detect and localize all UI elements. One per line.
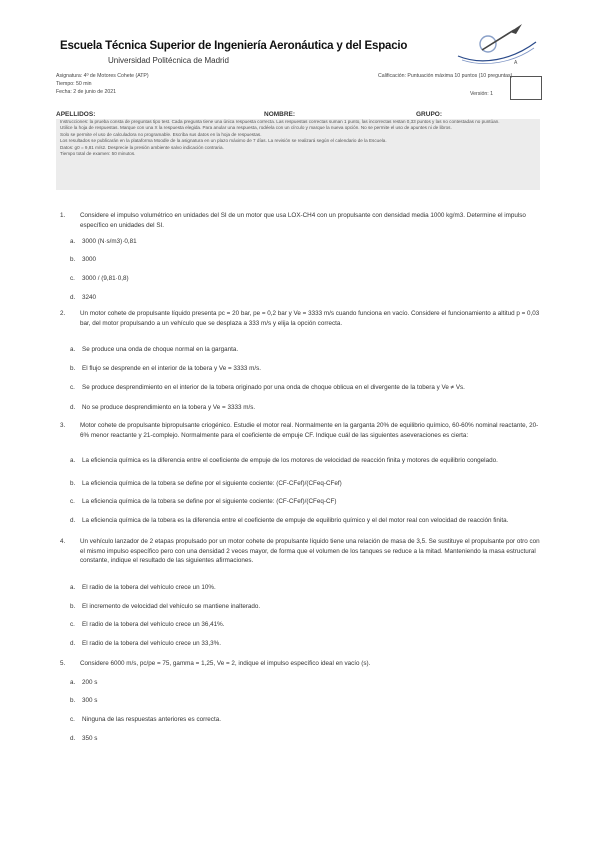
option-text: La eficiencia química de la tobera es la diferencia entre el coeficiente de empuje de equilibrio químico y el del motor real con velocidad de reacción finita.: [82, 517, 509, 524]
instruction-line: Los resultados se publicarán en la plataforma Moodle de la asignatura en un plazo máximo de 7 días. La revisión se realizará según el calendario de la Escuela.: [60, 138, 387, 144]
option-letter: a.: [70, 346, 76, 353]
question-number: 2.: [60, 310, 66, 317]
question-text: Un motor cohete de propulsante líquido presenta pc = 20 bar, pe = 0,2 bar y Ve = 3333 m/s cuando funciona en vacío. Considere el funcionamiento a altitud p = 0,03 bar, del motor propulsando a un vehículo que se desplaza a 333 m/s y elija la opción correcta.: [80, 310, 540, 327]
option-text: Ninguna de las respuestas anteriores es correcta.: [82, 716, 221, 723]
question-text: Considere 6000 m/s, pc/pe = 75, gamma = 1,25, Ve = 2, indique el impulso específico ideal en vacío (s).: [80, 660, 371, 667]
question-number: 5.: [60, 660, 66, 667]
option-letter: d.: [70, 294, 76, 301]
instruction-line: Solo se permite el uso de calculadora no programable. Escriba sus datos en la hoja de respuestas.: [60, 131, 262, 137]
option-letter: a.: [70, 679, 76, 686]
option-letter: b.: [70, 480, 76, 487]
course-line: Asignatura: 4º de Motores Cohete (ATP): [56, 73, 149, 79]
option-letter: c.: [70, 716, 75, 723]
school-title: Escuela Técnica Superior de Ingeniería Aeronáutica y del Espacio: [60, 40, 408, 52]
option-text: 3000 / (9,81·0,8): [82, 275, 129, 282]
option-text: Se produce una onda de choque normal en la garganta.: [82, 346, 239, 353]
option-letter: d.: [70, 640, 76, 647]
university-logo: [452, 20, 540, 72]
option-letter: d.: [70, 517, 76, 524]
option-text: La eficiencia química de la tobera se define por el siguiente cociente: (CF-CFef)/(CFeq-CFef): [82, 480, 342, 487]
instructions-box: [56, 119, 540, 190]
question-text: Considere el impulso volumétrico en unidades del SI de un motor que usa LOX-CH4 con un propulsante con densidad media 1000 kg/m3. Determine el impulso específico en unidades del SI.: [80, 212, 526, 229]
svg-text:A: A: [514, 60, 518, 66]
option-text: La eficiencia química es la diferencia entre el coeficiente de empuje de los motores de velocidad de reacción finita y motores de equilibrio congelado.: [82, 457, 498, 464]
option-letter: b.: [70, 365, 76, 372]
option-text: 3000: [82, 256, 97, 263]
version-box: [510, 76, 542, 100]
instruction-line: Tiempo total de examen: 50 minutos.: [60, 151, 136, 157]
instruction-line: Instrucciones: la prueba consta de preguntas tipo test. Cada pregunta tiene una única respuesta correcta. Las respuestas correctas suman 1 punto, las incorrectas restan 0,33 puntos y las no contestadas no puntúan.: [60, 119, 500, 124]
option-letter: c.: [70, 621, 75, 628]
name-field[interactable]: NOMBRE:: [264, 111, 296, 118]
option-text: El radio de la tobera del vehículo crece un 10%.: [82, 584, 216, 591]
option-text: El radio de la tobera del vehículo crece un 36,41%.: [82, 621, 225, 628]
instruction-line: Datos: g0 = 9,81 m/s2. Desprecie la presión ambiente salvo indicación contraria.: [60, 144, 224, 150]
question-number: 3.: [60, 422, 66, 429]
grading-line: Calificación: Puntuación máxima 10 puntos (10 preguntas): [378, 73, 513, 79]
option-text: El incremento de velocidad del vehículo se mantiene inalterado.: [82, 603, 261, 610]
question-number: 1.: [60, 212, 66, 219]
option-letter: b.: [70, 603, 76, 610]
option-letter: d.: [70, 735, 76, 742]
instruction-line: Utilice la hoja de respuestas. Marque con una X la respuesta elegida. Para anular una respuesta, rodéela con un círculo y marque la nueva opción. No se permite el uso de apuntes ni de libros.: [60, 125, 452, 131]
option-text: 3240: [82, 294, 97, 301]
option-text: El radio de la tobera del vehículo crece un 33,3%.: [82, 640, 221, 647]
option-text: 300 s: [82, 697, 98, 704]
option-text: 3000 (N·s/m3)·0,81: [82, 238, 137, 245]
option-letter: c.: [70, 498, 75, 505]
version-line: Versión: 1: [470, 91, 494, 97]
question-number: 4.: [60, 538, 66, 545]
option-letter: a.: [70, 584, 76, 591]
option-text: El flujo se desprende en el interior de la tobera y Ve = 3333 m/s.: [82, 365, 262, 372]
option-letter: a.: [70, 457, 76, 464]
surname-field[interactable]: APELLIDOS:: [56, 111, 96, 118]
option-text: La eficiencia química de la tobera se define por el siguiente cociente: (CF-CFef)/(CFeq-CF): [82, 498, 337, 505]
date-line: Fecha: 2 de junio de 2021: [56, 89, 116, 95]
group-field[interactable]: GRUPO:: [416, 111, 442, 118]
option-text: 350 s: [82, 735, 98, 742]
option-letter: b.: [70, 256, 76, 263]
option-letter: c.: [70, 384, 75, 391]
question-text: Un vehículo lanzador de 2 etapas propulsado por un motor cohete de propulsante líquido tiene una relación de masa de 3,5. Se sustituye el propulsante por otro con el mismo impulso específico pero con una densidad 2 veces mayor, de forma que el volumen de los tanques se reduce a la mitad. Manteniendo la masa estructural constante, indique el resultado de las siguientes afirmaciones.: [80, 538, 540, 564]
question-text: Motor cohete de propulsante bipropulsante criogénico. Estudie el motor real. Normalmente en la garganta 20% de equilibrio químico, 60-60% nominal reactante, 20-6% menor reactante y 21-complejo. Normalmente para el coeficiente de empuje CF. Indique cuál de las siguientes aseveraciones es cierta:: [80, 422, 539, 439]
option-letter: b.: [70, 697, 76, 704]
option-text: No se produce desprendimiento en la tobera y Ve = 3333 m/s.: [82, 404, 256, 411]
time-line: Tiempo: 50 min: [56, 81, 92, 87]
option-text: 200 s: [82, 679, 98, 686]
option-letter: c.: [70, 275, 75, 282]
option-letter: d.: [70, 404, 76, 411]
option-text: Se produce desprendimiento en el interior de la tobera originado por una onda de choque oblicua en el divergente de la tobera y Ve ≠ Vs.: [82, 384, 465, 391]
option-letter: a.: [70, 238, 76, 245]
university-name: Universidad Politécnica de Madrid: [108, 56, 229, 65]
